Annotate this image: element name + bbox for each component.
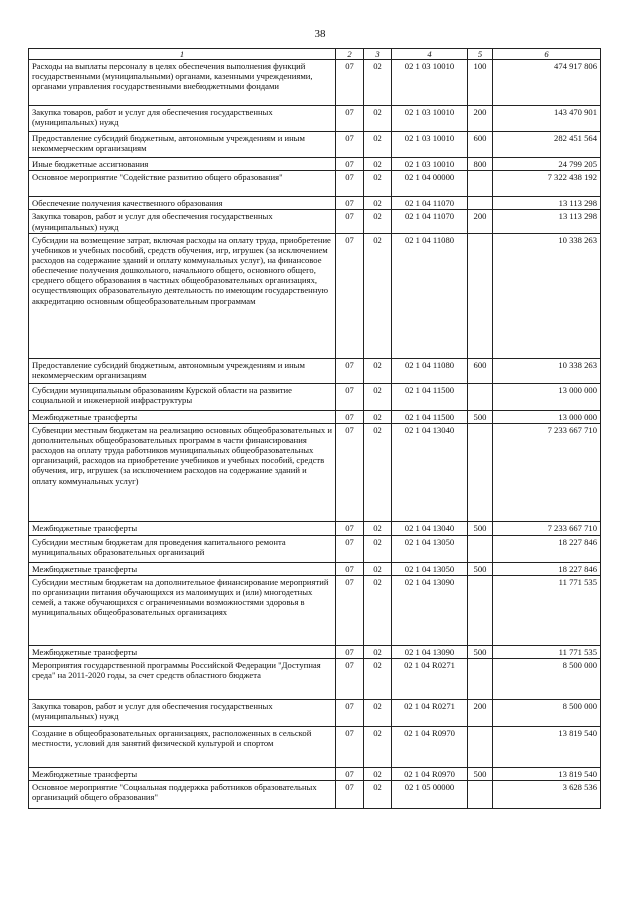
row-section-cell: 07 — [336, 171, 364, 197]
row-name-cell: Субсидии местным бюджетам для проведения капитального ремонта муниципальных образовательных организаций — [29, 535, 336, 562]
row-section-cell: 07 — [336, 562, 364, 575]
row-amount-cell: 13 113 298 — [493, 210, 601, 233]
row-section-cell: 07 — [336, 197, 364, 210]
row-target-code-cell: 02 1 03 10010 — [392, 106, 468, 132]
row-section-cell: 07 — [336, 132, 364, 158]
row-subsection-cell: 02 — [364, 727, 392, 768]
table-row — [29, 197, 601, 210]
row-expense-type-cell — [468, 197, 493, 210]
row-name-cell: Закупка товаров, работ и услуг для обеспечения государственных (муниципальных) нужд — [29, 106, 336, 132]
table-row — [29, 132, 601, 158]
row-expense-type-cell: 500 — [468, 768, 493, 781]
row-name-cell: Межбюджетные трансферты — [29, 521, 336, 535]
row-amount-cell: 8 500 000 — [493, 700, 601, 727]
row-section-cell: 07 — [336, 106, 364, 132]
row-expense-type-cell: 500 — [468, 645, 493, 658]
row-amount-cell: 10 338 263 — [493, 233, 601, 358]
header-col-2: 2 — [336, 49, 364, 60]
row-expense-type-cell: 500 — [468, 562, 493, 575]
row-section-cell: 07 — [336, 383, 364, 410]
row-name-cell: Предоставление субсидий бюджетным, автономным учреждениям и иным некоммерческим организациям — [29, 132, 336, 158]
row-name-cell: Иные бюджетные ассигнования — [29, 158, 336, 171]
row-target-code-cell: 02 1 04 11080 — [392, 358, 468, 383]
row-target-code-cell: 02 1 04 R0271 — [392, 659, 468, 700]
row-subsection-cell: 02 — [364, 383, 392, 410]
row-name-cell: Межбюджетные трансферты — [29, 768, 336, 781]
row-target-code-cell: 02 1 04 13040 — [392, 423, 468, 521]
table-header-row — [29, 49, 601, 60]
row-target-code-cell: 02 1 04 13050 — [392, 562, 468, 575]
row-subsection-cell: 02 — [364, 659, 392, 700]
row-expense-type-cell: 600 — [468, 132, 493, 158]
row-amount-cell: 13 000 000 — [493, 383, 601, 410]
row-expense-type-cell: 800 — [468, 158, 493, 171]
row-name-cell: Создание в общеобразовательных организациях, расположенных в сельской местности, условий для занятий физической культурой и спортом — [29, 727, 336, 768]
row-target-code-cell: 02 1 03 10010 — [392, 60, 468, 106]
row-subsection-cell: 02 — [364, 700, 392, 727]
row-amount-cell: 8 500 000 — [493, 659, 601, 700]
row-subsection-cell: 02 — [364, 781, 392, 809]
row-amount-cell: 7 233 667 710 — [493, 423, 601, 521]
row-name-cell: Межбюджетные трансферты — [29, 562, 336, 575]
row-target-code-cell: 02 1 04 11070 — [392, 210, 468, 233]
row-name-cell: Межбюджетные трансферты — [29, 410, 336, 423]
row-section-cell: 07 — [336, 727, 364, 768]
table-row — [29, 700, 601, 727]
row-subsection-cell: 02 — [364, 521, 392, 535]
row-name-cell: Основное мероприятие "Содействие развитию общего образования" — [29, 171, 336, 197]
row-target-code-cell: 02 1 04 R0970 — [392, 727, 468, 768]
row-amount-cell: 3 628 536 — [493, 781, 601, 809]
row-name-cell: Закупка товаров, работ и услуг для обеспечения государственных (муниципальных) нужд — [29, 700, 336, 727]
row-subsection-cell: 02 — [364, 768, 392, 781]
row-target-code-cell: 02 1 04 11500 — [392, 410, 468, 423]
row-section-cell: 07 — [336, 659, 364, 700]
row-target-code-cell: 02 1 04 13040 — [392, 521, 468, 535]
row-subsection-cell: 02 — [364, 423, 392, 521]
row-amount-cell: 143 470 901 — [493, 106, 601, 132]
row-expense-type-cell: 200 — [468, 106, 493, 132]
header-col-5: 5 — [468, 49, 493, 60]
row-section-cell: 07 — [336, 60, 364, 106]
row-section-cell: 07 — [336, 781, 364, 809]
row-section-cell: 07 — [336, 158, 364, 171]
table-row — [29, 106, 601, 132]
row-expense-type-cell — [468, 383, 493, 410]
table-row — [29, 233, 601, 358]
row-section-cell: 07 — [336, 700, 364, 727]
table-row — [29, 358, 601, 383]
row-name-cell: Основное мероприятие "Социальная поддержка работников образовательных организаций общего образования" — [29, 781, 336, 809]
table-row — [29, 210, 601, 233]
row-expense-type-cell: 600 — [468, 358, 493, 383]
table-row — [29, 171, 601, 197]
row-expense-type-cell — [468, 727, 493, 768]
row-subsection-cell: 02 — [364, 171, 392, 197]
row-name-cell: Субвенции местным бюджетам на реализацию основных общеобразовательных и дополнительных общеобразовательных программ в части финансирования расходов на оплату труда работников муниципальных общеобразовательных организаций, расходов на приобретение учебников и учебных пособий, средств обучения, игр, игрушек (за исключением расходов на содержание зданий и оплату коммунальных услуг) — [29, 423, 336, 521]
row-expense-type-cell — [468, 575, 493, 645]
row-target-code-cell: 02 1 05 00000 — [392, 781, 468, 809]
row-name-cell: Обеспечение получения качественного образования — [29, 197, 336, 210]
row-subsection-cell: 02 — [364, 60, 392, 106]
row-amount-cell: 13 819 540 — [493, 768, 601, 781]
row-expense-type-cell: 100 — [468, 60, 493, 106]
header-col-4: 4 — [392, 49, 468, 60]
row-section-cell: 07 — [336, 358, 364, 383]
table-row — [29, 727, 601, 768]
table-row — [29, 535, 601, 562]
row-amount-cell: 282 451 564 — [493, 132, 601, 158]
table-row — [29, 781, 601, 809]
row-amount-cell: 11 771 535 — [493, 645, 601, 658]
row-subsection-cell: 02 — [364, 106, 392, 132]
row-target-code-cell: 02 1 03 10010 — [392, 132, 468, 158]
row-expense-type-cell — [468, 171, 493, 197]
row-subsection-cell: 02 — [364, 210, 392, 233]
row-subsection-cell: 02 — [364, 197, 392, 210]
table-row — [29, 423, 601, 521]
table-row — [29, 575, 601, 645]
row-subsection-cell: 02 — [364, 233, 392, 358]
row-name-cell: Расходы на выплаты персоналу в целях обеспечения выполнения функций государственными (муниципальными) органами, казенными учреждениями, органами управления государственными внебюджетными фондами — [29, 60, 336, 106]
row-expense-type-cell: 200 — [468, 700, 493, 727]
row-name-cell: Предоставление субсидий бюджетным, автономным учреждениям и иным некоммерческим организациям — [29, 358, 336, 383]
table-row — [29, 645, 601, 658]
table-row — [29, 60, 601, 106]
header-col-1: 1 — [29, 49, 336, 60]
row-name-cell: Субсидии на возмещение затрат, включая расходы на оплату труда, приобретение учебников и учебных пособий, средств обучения, игр, игрушек (за исключением расходов на содержание зданий и оплату коммунальных услуг), на финансовое обеспечение получения дошкольного, начального общего, основного общего, среднего общего образования в частных общеобразовательных организациях, осуществляющих образовательную деятельность по имеющим государственную аккредитацию основным общеобразовательным программам — [29, 233, 336, 358]
table-row — [29, 521, 601, 535]
row-name-cell: Межбюджетные трансферты — [29, 645, 336, 658]
row-section-cell: 07 — [336, 768, 364, 781]
row-subsection-cell: 02 — [364, 535, 392, 562]
table-row — [29, 383, 601, 410]
row-subsection-cell: 02 — [364, 358, 392, 383]
row-amount-cell: 18 227 846 — [493, 535, 601, 562]
row-name-cell: Закупка товаров, работ и услуг для обеспечения государственных (муниципальных) нужд — [29, 210, 336, 233]
row-target-code-cell: 02 1 04 R0271 — [392, 700, 468, 727]
row-target-code-cell: 02 1 04 13050 — [392, 535, 468, 562]
row-name-cell: Субсидии муниципальным образованиям Курской области на развитие социальной и инженерной инфраструктуры — [29, 383, 336, 410]
row-section-cell: 07 — [336, 233, 364, 358]
row-target-code-cell: 02 1 04 11080 — [392, 233, 468, 358]
row-expense-type-cell: 200 — [468, 210, 493, 233]
row-section-cell: 07 — [336, 521, 364, 535]
row-amount-cell: 13 819 540 — [493, 727, 601, 768]
row-amount-cell: 11 771 535 — [493, 575, 601, 645]
header-col-3: 3 — [364, 49, 392, 60]
header-col-6: 6 — [493, 49, 601, 60]
table-row — [29, 768, 601, 781]
row-section-cell: 07 — [336, 535, 364, 562]
row-subsection-cell: 02 — [364, 410, 392, 423]
row-amount-cell: 474 917 806 — [493, 60, 601, 106]
row-subsection-cell: 02 — [364, 158, 392, 171]
row-target-code-cell: 02 1 04 R0970 — [392, 768, 468, 781]
budget-table — [28, 48, 601, 809]
row-amount-cell: 18 227 846 — [493, 562, 601, 575]
row-section-cell: 07 — [336, 210, 364, 233]
row-name-cell: Мероприятия государственной программы Российской Федерации "Доступная среда" на 2011-2020 годы, за счет средств областного бюджета — [29, 659, 336, 700]
page-number: 38 — [314, 28, 326, 40]
row-amount-cell: 13 000 000 — [493, 410, 601, 423]
row-expense-type-cell — [468, 423, 493, 521]
row-expense-type-cell: 500 — [468, 521, 493, 535]
table-row — [29, 158, 601, 171]
row-subsection-cell: 02 — [364, 645, 392, 658]
row-target-code-cell: 02 1 04 13090 — [392, 575, 468, 645]
row-amount-cell: 10 338 263 — [493, 358, 601, 383]
row-expense-type-cell — [468, 233, 493, 358]
table-row — [29, 410, 601, 423]
row-subsection-cell: 02 — [364, 132, 392, 158]
row-name-cell: Субсидии местным бюджетам на дополнительное финансирование мероприятий по организации питания обучающихся из малоимущих и (или) многодетных семей, а также обучающихся с ограниченными возможностями здоровья в муниципальных общеобразовательных организациях — [29, 575, 336, 645]
row-expense-type-cell: 500 — [468, 410, 493, 423]
row-section-cell: 07 — [336, 423, 364, 521]
row-subsection-cell: 02 — [364, 562, 392, 575]
row-amount-cell: 13 113 298 — [493, 197, 601, 210]
row-expense-type-cell — [468, 535, 493, 562]
row-target-code-cell: 02 1 04 11070 — [392, 197, 468, 210]
row-target-code-cell: 02 1 03 10010 — [392, 158, 468, 171]
row-section-cell: 07 — [336, 410, 364, 423]
row-amount-cell: 7 233 667 710 — [493, 521, 601, 535]
table-row — [29, 659, 601, 700]
row-target-code-cell: 02 1 04 00000 — [392, 171, 468, 197]
row-section-cell: 07 — [336, 575, 364, 645]
row-section-cell: 07 — [336, 645, 364, 658]
table-row — [29, 562, 601, 575]
row-target-code-cell: 02 1 04 13090 — [392, 645, 468, 658]
row-expense-type-cell — [468, 659, 493, 700]
row-subsection-cell: 02 — [364, 575, 392, 645]
row-expense-type-cell — [468, 781, 493, 809]
row-amount-cell: 24 799 205 — [493, 158, 601, 171]
row-amount-cell: 7 322 438 192 — [493, 171, 601, 197]
row-target-code-cell: 02 1 04 11500 — [392, 383, 468, 410]
